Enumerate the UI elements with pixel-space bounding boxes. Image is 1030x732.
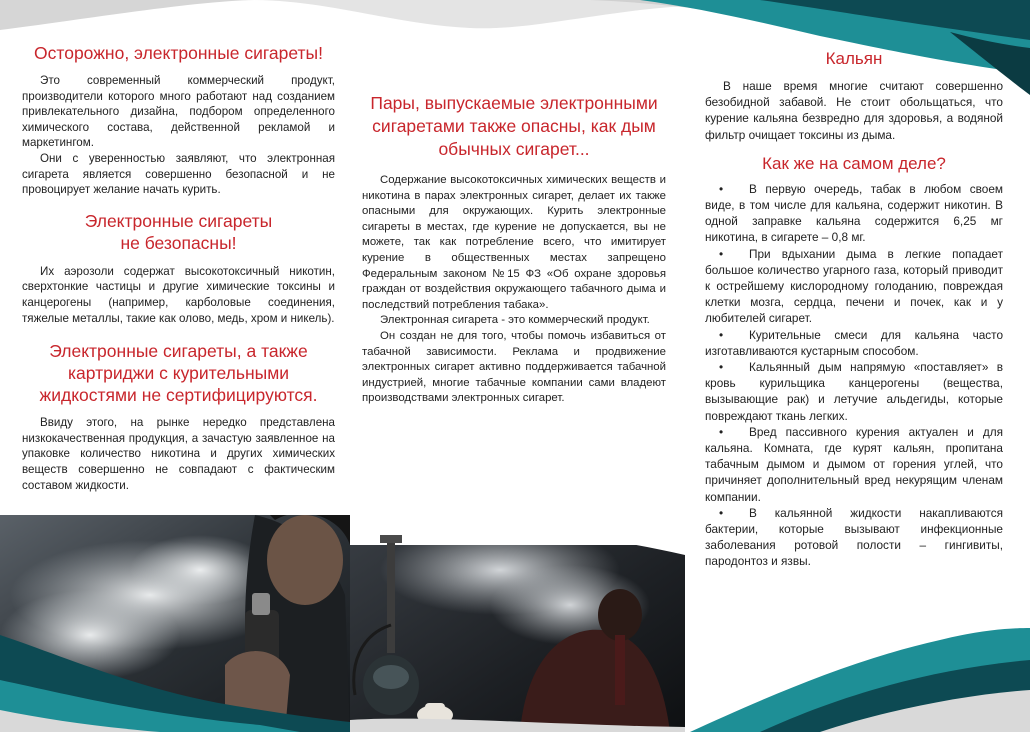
bullet-icon: • [719,327,724,342]
list-item: • При вдыхании дыма в легкие попадает большое количество угарного газа, который приводит к острейшему кислородному голоданию, повреждая клетки мозга, сердца, печени и почек, как и у любителей сигарет. [705,246,1003,326]
bullet-icon: • [719,505,724,520]
list-item: • Вред пассивного курения актуален и для кальяна. Комната, где курят кальян, пропитана табачным дымом и дымом от горения углей, что причиняет дополнительный вред некурящим членам компании. [705,424,1003,504]
paragraph-commercial-product: Это современный коммерческий продукт, производители которого много работают над созданием привлекательного дизайна, подбором определенного химического состава, действенной рекламой и маркетингом. [22,74,335,150]
hookah-facts-list [705,181,1003,570]
paragraph-commercial: Электронная сигарета - это коммерческий продукт. [380,314,650,327]
heading-not-safe [22,210,335,254]
list-item: • Курительные смеси для кальяна часто изготавливаются кустарным способом. [705,327,1003,358]
paragraph-low-quality: Ввиду этого, на рынке нередко представлена низкокачественная продукция, а зачастую заявленное на упаковке количество никотина и других химических веществ совершенно не совпадают с фактическим составом жидкости. [22,416,335,492]
column-electronic-cigarettes [22,42,335,493]
paragraph-toxic-content: Содержание высокотоксичных химических веществ и никотина в парах электронных сигарет, делает их также опасными для окружающих. Курить электронные сигареты в местах, где курение не допускается, вы не можете, так как потребление всего, что имитирует курение в общественных местах запрещено Федеральным законом №15 ФЗ «Об охране здоровья граждан от воздействия окружающего табачного дыма и последствий потребления табака». [362,174,666,311]
bullet-icon: • [719,181,724,196]
heading-not-safe-line1: Электронные сигареты [84,210,273,231]
bullet-icon: • [719,246,724,261]
paragraph-hookah-myth: В наше время многие считают совершенно безобидной забавой. Не стоит обольщаться, что курение кальяна безвредно для здоровья, а водяной фильтр очищает токсины из дыма. [705,79,1003,142]
column-vapor-danger [362,92,666,407]
heading-vapor-danger: Пары, выпускаемые электронными сигаретами также опасны, как дым обычных сигарет... [370,93,658,159]
heading-not-certified: Электронные сигареты, а также картриджи с курительными жидкостями не сертифицируются. [39,341,318,406]
list-item: • Кальянный дым напрямую «поставляет» в кровь курильщика канцерогены (вещества, вызывающие рак) и летучие альдегиды, которые повреждают ткань легких. [705,360,1003,423]
heading-reality: Как же на самом деле? [762,153,946,173]
list-item: • В первую очередь, табак в любом своем виде, в том числе для кальяна, содержит никотин. В одной заправке кальяна содержится 6,25 мг никотина, в сигарете – 0,8 мг. [705,181,1003,245]
list-item: • В кальянной жидкости накапливаются бактерии, которые вызывают инфекционные заболевания ротовой полости – гингивиты, пародонтоз и язвы. [705,505,1003,569]
heading-caution: Осторожно, электронные сигареты! [34,43,323,63]
column-hookah [705,48,1003,570]
heading-hookah: Кальян [825,49,883,68]
paragraph-manufacturers-claim: Они с уверенностью заявляют, что электронная сигарета является совершенно безопасной и не провоцирует желание начать курить. [22,151,335,197]
paragraph-aerosols: Их аэрозоли содержат высокотоксичный никотин, сверхтонкие частицы и другие химические токсины и канцерогены (например, карболовые соединения, тяжелые металлы, такие как олово, медь, хром и никель). [22,264,335,325]
hookah-photo [350,515,685,732]
heading-not-safe-line2: не безопасны! [120,232,237,253]
bullet-icon: • [719,360,724,375]
paragraph-tobacco-industry: Он создан не для того, чтобы помочь избавиться от табачной зависимости. Реклама и продвижение электронных сигарет активно поддерживается табачной индустрией, многие табачные компании сами владеют производствами электронных сигарет. [362,329,666,405]
bullet-icon: • [719,424,724,439]
vaping-photo [0,515,350,732]
